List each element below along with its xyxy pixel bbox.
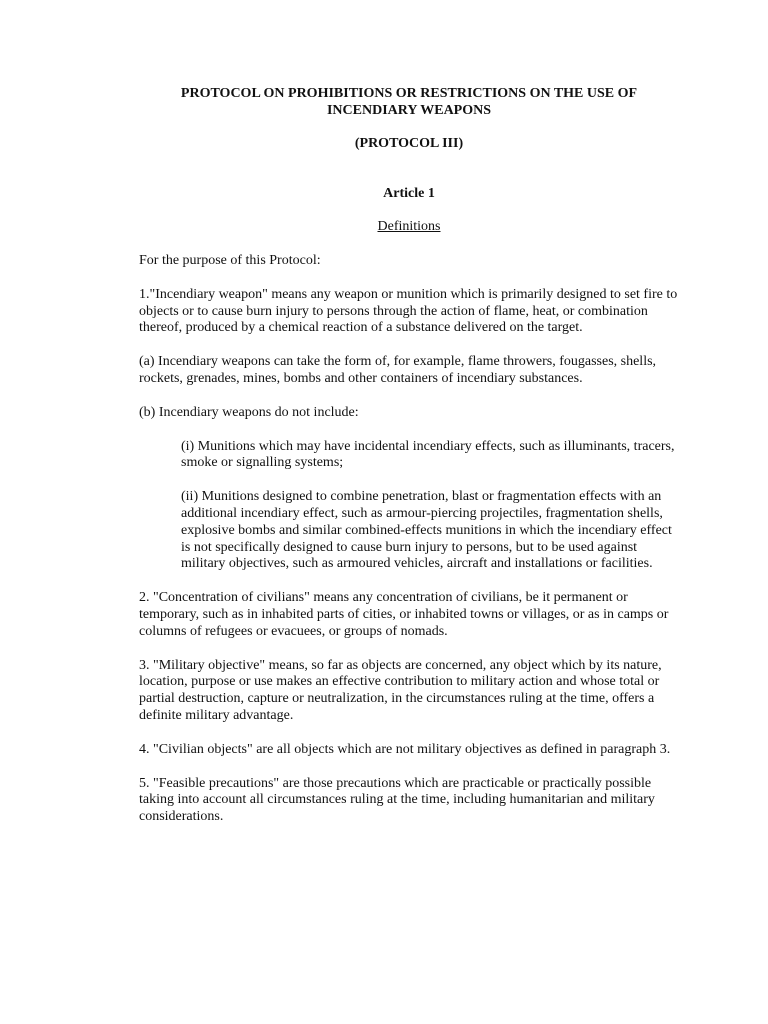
paragraph-3: 3. "Military objective" means, so far as objects are concerned, any object which by its nature, location, purpose or use makes an effective contribution to military action and whose total or partial destruction, capture or neutralization, in the circumstances ruling at the time, offers a definite military advantage. [139, 657, 662, 723]
paragraph-1b-ii: (ii) Munitions designed to combine penetration, blast or fragmentation effects with an additional incendiary effect, such as armour-piercing projectiles, fragmentation shells, explosive bombs and similar combined-effects munitions in which the incendiary effect is not specifically designed to cause burn injury to persons, but to be used against military objectives, such as armoured vehicles, aircraft and installations or facilities. [181, 489, 672, 572]
paragraph-5: 5. "Feasible precautions" are those precautions which are practicable or practically possible taking into account all circumstances ruling at the time, including humanitarian and military considerations. [139, 775, 655, 825]
paragraph-4: 4. "Civilian objects" are all objects which are not military objectives as defined in paragraph 3. [139, 741, 671, 757]
document-title-line-1: PROTOCOL ON PROHIBITIONS OR RESTRICTIONS ON THE USE OF [180, 86, 638, 101]
section-heading-definitions: Definitions [377, 219, 441, 235]
document-title-line-2: INCENDIARY WEAPONS [326, 102, 492, 118]
article-heading: Article 1 [383, 186, 435, 202]
paragraph-2: 2. "Concentration of civilians" means any concentration of civilians, be it permanent or temporary, such as in inhabited parts of cities, or inhabited towns or villages, or as in camps or columns of refugees or evacuees, or groups of nomads. [139, 590, 669, 639]
paragraph-1a: (a) Incendiary weapons can take the form of, for example, flame throwers, fougasses, shells, rockets, grenades, mines, bombs and other containers of incendiary substances. [139, 354, 657, 386]
paragraph-1: 1."Incendiary weapon" means any weapon or munition which is primarily designed to set fire to objects or to cause burn injury to persons through the action of flame, heat, or combination thereof, produced by a chemical reaction of a substance delivered on the target. [139, 286, 678, 336]
document-page [139, 86, 679, 826]
paragraph-1b: (b) Incendiary weapons do not include: [139, 404, 359, 420]
paragraph-1b-i: (i) Munitions which may have incidental incendiary effects, such as illuminants, tracers, smoke or signalling systems; [181, 438, 675, 471]
intro-paragraph: For the purpose of this Protocol: [139, 252, 321, 268]
protocol-subtitle: (PROTOCOL III) [354, 135, 464, 151]
document-title [139, 86, 679, 120]
